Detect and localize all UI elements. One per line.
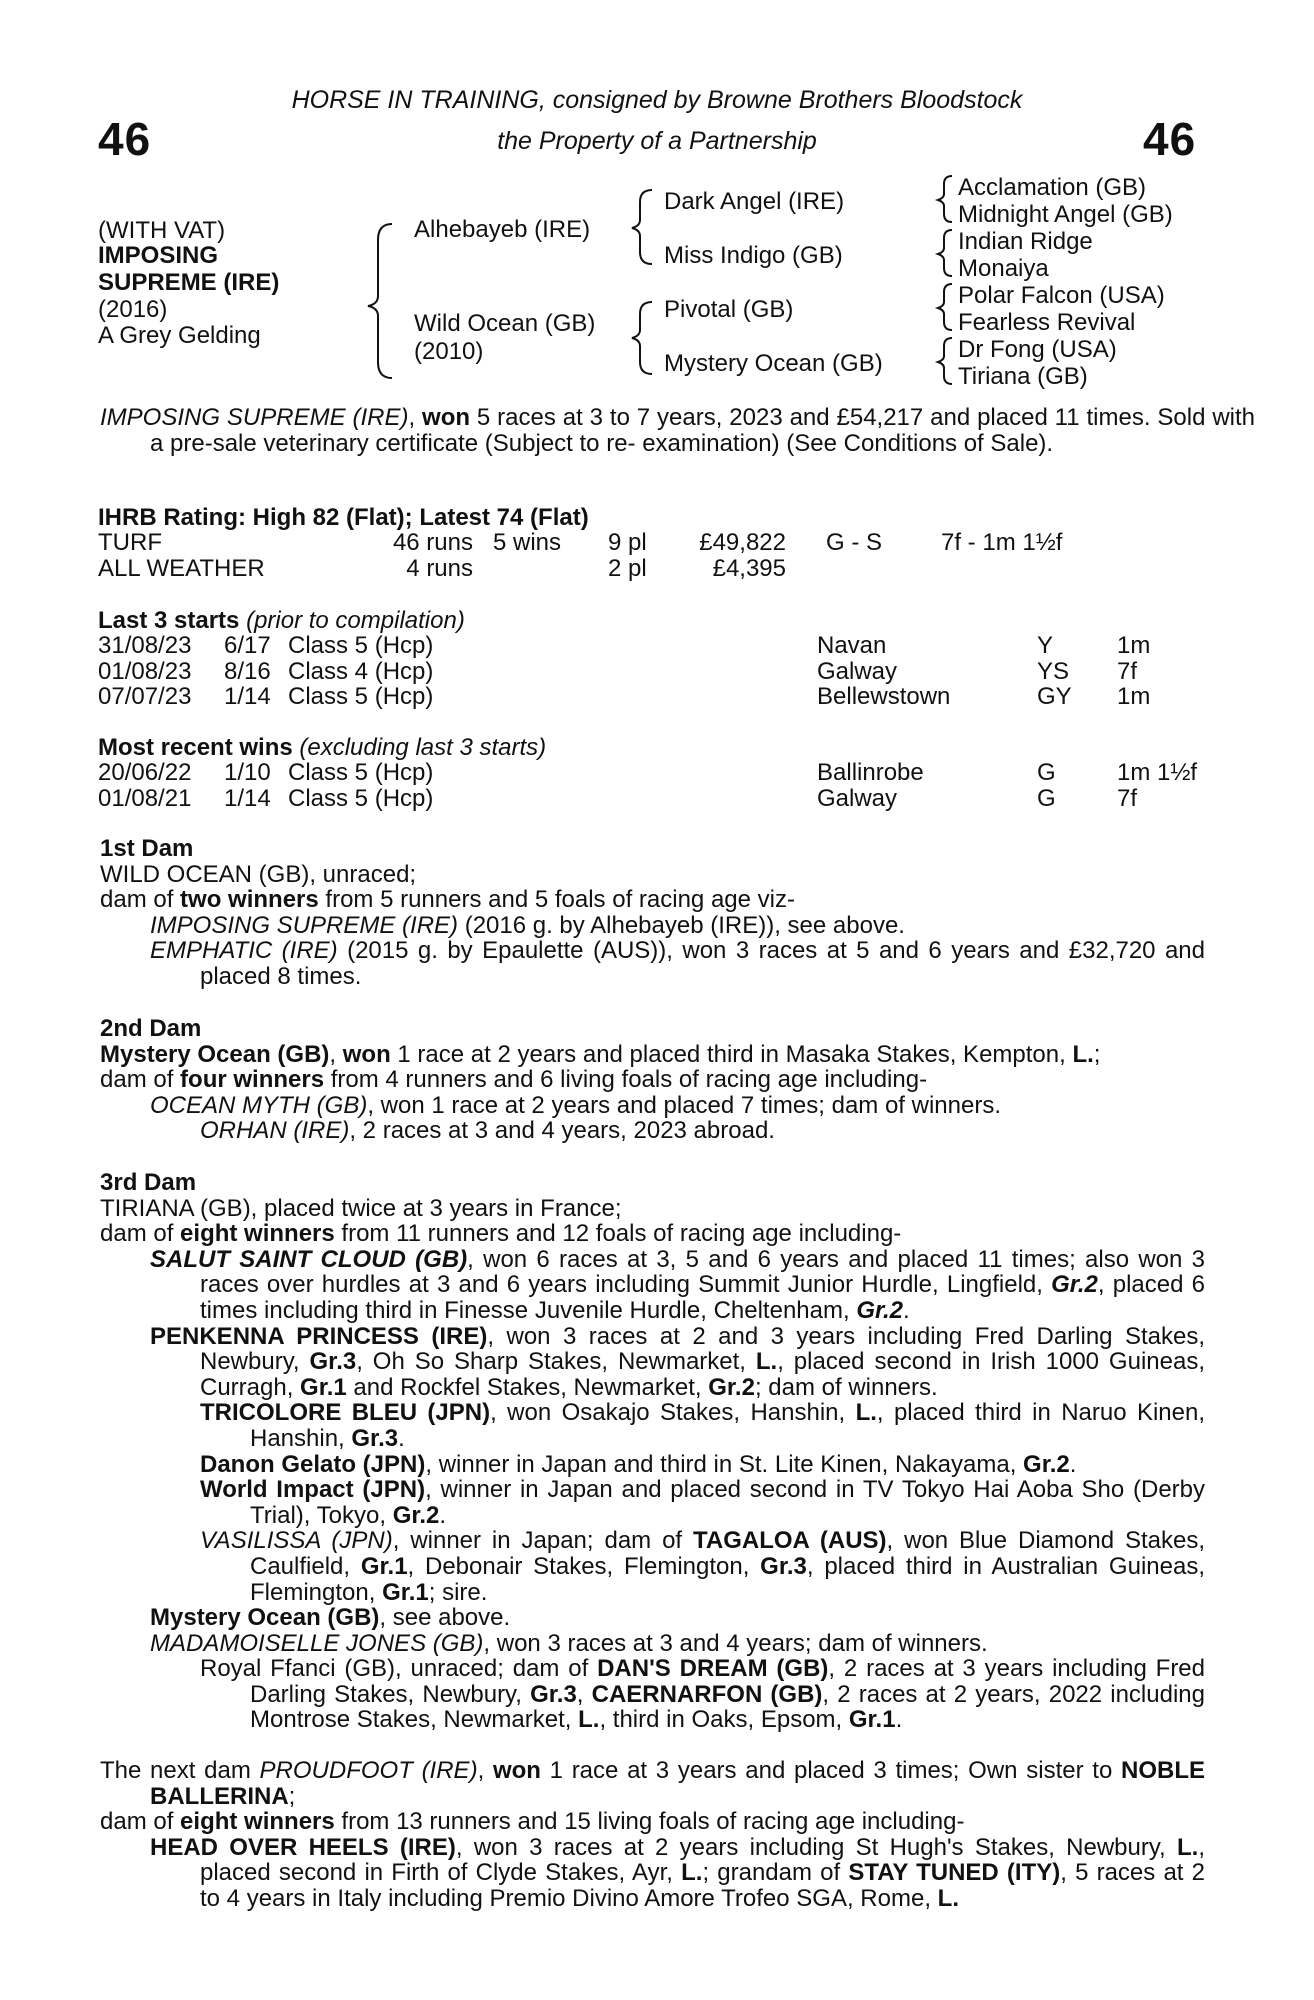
- ihrb-earnings: £4,395: [712, 554, 786, 582]
- ihrb-table: [98, 530, 1062, 581]
- ihrb-title: IHRB Rating: High 82 (Flat); Latest 74 (Flat): [98, 504, 589, 531]
- ihrb-wins: [493, 556, 608, 582]
- pedigree-g3-7: Dr Fong (USA): [958, 336, 1117, 363]
- win-position: 1/14: [224, 784, 271, 812]
- second-dam-line1: Mystery Ocean (GB), won 1 race at 2 years and placed third in Masaka Stakes, Kempton, L.;: [100, 1040, 1101, 1068]
- start-class: Class 4 (Hcp): [288, 657, 434, 685]
- start-class: Class 5 (Hcp): [288, 683, 434, 711]
- table-row: [98, 760, 1197, 786]
- start-position: 6/17: [224, 632, 271, 659]
- table-row: [98, 659, 1150, 685]
- table-row: [98, 684, 1150, 710]
- first-dam-line1: WILD OCEAN (GB), unraced;: [100, 860, 417, 888]
- win-distance: 7f: [1117, 784, 1138, 812]
- third-dam-danon: Danon Gelato (JPN), winner in Japan and third in St. Lite Kinen, Nakayama, Gr.2.: [200, 1450, 1077, 1478]
- ihrb-surface: ALL WEATHER: [98, 554, 265, 582]
- ihrb-distance: [941, 556, 1062, 582]
- pedigree-sire-dam: Miss Indigo (GB): [664, 242, 843, 269]
- third-dam-penkenna: PENKENNA PRINCESS (IRE), won 3 races at 2 and 3 years including Fred Darling Stakes, Newbury, Gr.3, Oh So Sharp Stakes, Newmarket, L., placed second in Irish 1000 Guineas, Curragh, Gr.1 and Rockfel Stakes, Newmarket, Gr.2; dam of winners.: [150, 1322, 1205, 1401]
- horse-description: A Grey Gelding: [98, 322, 261, 349]
- next-dam-section: [100, 1758, 1205, 1912]
- brace-g3: [938, 284, 952, 330]
- ihrb-wins: 5 wins: [493, 529, 562, 556]
- vat-label: (WITH VAT): [98, 217, 226, 244]
- first-dam-progeny-1: IMPOSING SUPREME (IRE) (2016 g. by Alhebayeb (IRE)), see above.: [150, 911, 905, 939]
- table-row: [98, 786, 1197, 812]
- ihrb-runs: 46 runs: [392, 529, 473, 556]
- ihrb-earnings: £49,822: [699, 529, 786, 556]
- pedigree-sire-sire: Dark Angel (IRE): [664, 188, 845, 215]
- recent-wins-heading: [98, 735, 546, 761]
- ihrb-going: G - S: [826, 529, 883, 556]
- start-date: 01/08/23: [98, 657, 192, 685]
- third-dam-heading: 3rd Dam: [100, 1169, 197, 1196]
- pedigree-dam-sire: Pivotal (GB): [664, 296, 794, 323]
- win-class: Class 5 (Hcp): [288, 784, 434, 812]
- start-going: Y: [1037, 632, 1054, 659]
- ihrb-row-aw: [98, 556, 1062, 582]
- recent-wins-title: Most recent wins: [98, 734, 293, 761]
- first-dam-section: [100, 836, 1205, 990]
- pedigree-g3-3: Indian Ridge: [958, 228, 1093, 255]
- win-going: G: [1037, 784, 1056, 812]
- pedigree-g3-1: Acclamation (GB): [958, 174, 1147, 201]
- third-dam-section: [100, 1170, 1205, 1733]
- third-dam-line2: dam of eight winners from 11 runners and 12 foals of racing age including-: [100, 1220, 902, 1248]
- pedigree-dam-dam: Mystery Ocean (GB): [664, 350, 883, 377]
- start-class: Class 5 (Hcp): [288, 632, 434, 659]
- ihrb-going: [826, 556, 941, 582]
- first-dam-line2: dam of two winners from 5 runners and 5 foals of racing age viz-: [100, 886, 795, 914]
- start-course: Galway: [817, 657, 898, 685]
- race-summary: IMPOSING SUPREME (IRE), won 5 races at 3 to 7 years, 2023 and £54,217 and placed 11 times. Sold with a pre-sale veterinary certificate (Subject to re- examination) (See Conditions of Sale).: [100, 404, 1255, 457]
- third-dam-vasilissa: VASILISSA (JPN), winner in Japan; dam of TAGALOA (AUS), won Blue Diamond Stakes, Caulfield, Gr.1, Debonair Stakes, Flemington, Gr.3, placed third in Australian Guineas, Flemington, Gr.1; sire.: [200, 1527, 1205, 1606]
- win-course: Galway: [817, 784, 898, 812]
- ihrb-placed: 2 pl: [608, 554, 647, 582]
- start-date: 31/08/23: [98, 632, 192, 659]
- second-dam-progeny-2: ORHAN (IRE), 2 races at 3 and 4 years, 2023 abroad.: [200, 1117, 775, 1145]
- third-dam-madamoiselle: MADAMOISELLE JONES (GB), won 3 races at 3 and 4 years; dam of winners.: [150, 1629, 988, 1657]
- recent-wins-note: (excluding last 3 starts): [292, 734, 547, 761]
- start-course: Bellewstown: [817, 683, 951, 711]
- pedigree-dam-year: (2010): [414, 338, 484, 365]
- next-dam-line1: The next dam PROUDFOOT (IRE), won 1 race at 3 years and placed 3 times; Own sister to NOBLE BALLERINA;: [100, 1757, 1205, 1810]
- table-row: [98, 633, 1150, 659]
- ihrb-distance: 7f - 1m 1½f: [941, 529, 1063, 556]
- first-dam-heading: 1st Dam: [100, 835, 194, 862]
- first-dam-progeny-2: EMPHATIC (IRE) (2015 g. by Epaulette (AUS)), won 3 races at 5 and 6 years and £32,720 and placed 8 times.: [150, 937, 1206, 990]
- horse-name-line1: IMPOSING: [98, 242, 219, 269]
- start-distance: 7f: [1117, 657, 1138, 685]
- lot-number-left: 46: [98, 113, 152, 165]
- pedigree-sire: Alhebayeb (IRE): [414, 216, 591, 243]
- third-dam-salut: SALUT SAINT CLOUD (GB), won 6 races at 3, 5 and 6 years and placed 11 times; also won 3 races over hurdles at 3 and 6 years including Summit Junior Hurdle, Lingfield, Gr.2, placed 6 times including third in Finesse Juvenile Hurdle, Cheltenham, Gr.2.: [150, 1245, 1206, 1324]
- win-class: Class 5 (Hcp): [288, 759, 434, 786]
- last3-note: (prior to compilation): [239, 607, 465, 634]
- brace-gen1: [368, 224, 392, 378]
- second-dam-heading: 2nd Dam: [100, 1015, 202, 1042]
- third-dam-world: World Impact (JPN), winner in Japan and placed second in TV Tokyo Hai Aoba Sho (Derby Trial), Tokyo, Gr.2.: [200, 1476, 1205, 1529]
- last3-title: Last 3 starts: [98, 607, 240, 634]
- win-going: G: [1037, 759, 1056, 786]
- summary-horse-name: IMPOSING SUPREME (IRE): [100, 404, 409, 431]
- third-dam-tricolore: TRICOLORE BLEU (JPN), won Osakajo Stakes, Hanshin, L., placed third in Naruo Kinen, Hanshin, Gr.3.: [200, 1399, 1206, 1452]
- start-position: 1/14: [224, 683, 271, 711]
- pedigree-g3-2: Midnight Angel (GB): [958, 201, 1173, 228]
- start-distance: 1m: [1117, 632, 1151, 659]
- last3-heading: [98, 608, 465, 634]
- start-distance: 1m: [1117, 683, 1151, 711]
- ihrb-runs: 4 runs: [406, 554, 473, 582]
- last3-table: [98, 633, 1150, 710]
- third-dam-royal: Royal Ffanci (GB), unraced; dam of DAN'S DREAM (GB), 2 races at 3 years including Fred Darling Stakes, Newbury, Gr.3, CAERNARFON (GB), 2 races at 2 years, 2022 including Montrose Stakes, Newmarket, L., third in Oaks, Epsom, Gr.1.: [200, 1655, 1206, 1734]
- summary-won: won: [422, 404, 471, 431]
- recent-wins-table: [98, 760, 1197, 811]
- pedigree-g3-5: Polar Falcon (USA): [958, 282, 1165, 309]
- brace-g4: [938, 338, 952, 384]
- second-dam-section: [100, 1016, 1205, 1144]
- ihrb-row-turf: [98, 530, 1062, 556]
- lot-number-right: 46: [1143, 113, 1197, 165]
- next-dam-head-over-heels: HEAD OVER HEELS (IRE), won 3 races at 2 years including St Hugh's Stakes, Newbury, L., placed second in Firth of Clyde Stakes, Ayr, L.; grandam of STAY TUNED (ITY), 5 races at 2 to 4 years in Italy including Premio Divino Amore Trofeo SGA, Rome, L.: [150, 1833, 1206, 1912]
- brace-sire: [632, 190, 652, 264]
- win-date: 01/08/21: [98, 784, 192, 812]
- header-consignor: HORSE IN TRAINING, consigned by Browne Brothers Bloodstock: [291, 86, 1023, 114]
- second-dam-line2: dam of four winners from 4 runners and 6 living foals of racing age including-: [100, 1066, 928, 1094]
- start-date: 07/07/23: [98, 683, 192, 711]
- win-course: Ballinrobe: [817, 759, 924, 786]
- brace-g1: [938, 176, 952, 222]
- pedigree-g3-4: Monaiya: [958, 255, 1049, 282]
- pedigree-dam: Wild Ocean (GB): [414, 310, 596, 337]
- next-dam-line2: dam of eight winners from 13 runners and 15 living foals of racing age including-: [100, 1808, 965, 1836]
- pedigree-g3-6: Fearless Revival: [958, 309, 1136, 336]
- ihrb-surface: TURF: [98, 529, 162, 556]
- ihrb-placed: 9 pl: [608, 529, 647, 556]
- horse-name-line2: SUPREME (IRE): [98, 269, 280, 296]
- brace-dam: [632, 302, 652, 374]
- brace-g2: [938, 230, 952, 276]
- win-position: 1/10: [224, 759, 271, 786]
- start-course: Navan: [817, 632, 887, 659]
- summary-text: 5 races at 3 to 7 years, 2023 and £54,217 and placed 11 times. Sold with a pre-sale veterinary certificate (Subject to re- examination) (See Conditions of Sale).: [150, 404, 1255, 457]
- third-dam-line1: TIRIANA (GB), placed twice at 3 years in France;: [100, 1194, 622, 1222]
- start-going: GY: [1037, 683, 1072, 711]
- header-property: the Property of a Partnership: [497, 127, 817, 155]
- start-position: 8/16: [224, 657, 271, 685]
- win-date: 20/06/22: [98, 759, 192, 786]
- horse-year: (2016): [98, 296, 168, 323]
- pedigree-g3-8: Tiriana (GB): [958, 363, 1088, 390]
- second-dam-progeny-1: OCEAN MYTH (GB), won 1 race at 2 years and placed 7 times; dam of winners.: [150, 1091, 1001, 1119]
- start-going: YS: [1037, 657, 1070, 685]
- third-dam-mystery: Mystery Ocean (GB), see above.: [150, 1604, 511, 1632]
- win-distance: 1m 1½f: [1117, 759, 1198, 786]
